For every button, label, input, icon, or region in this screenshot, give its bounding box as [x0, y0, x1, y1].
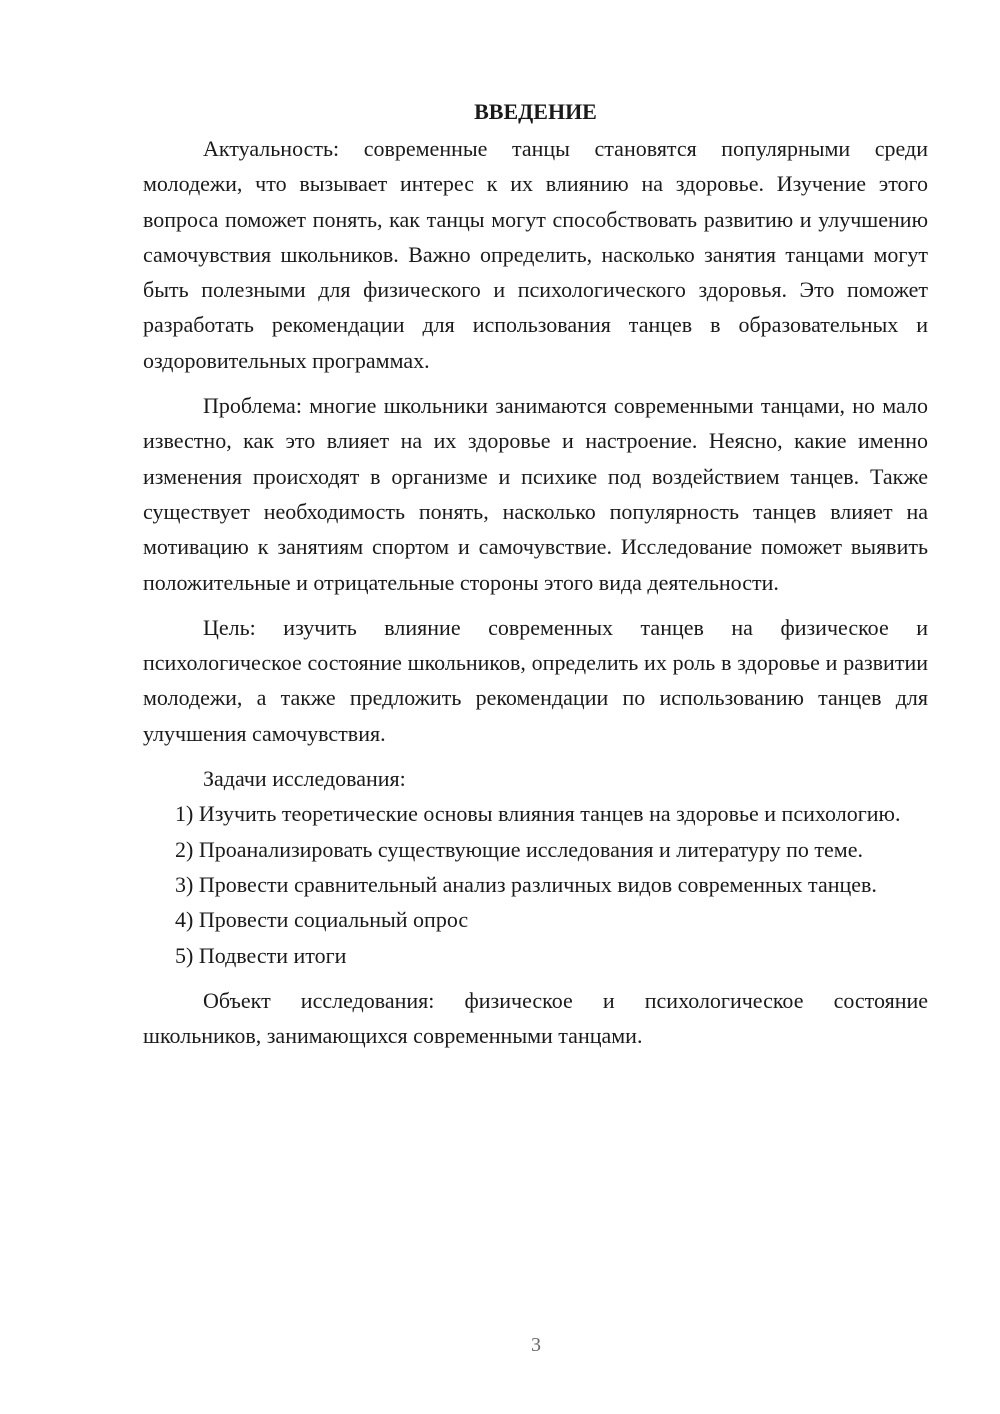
task-item: 5) Подвести итоги	[175, 942, 347, 968]
task-item: 2) Проанализировать существующие исследования и литературу по теме.	[175, 836, 863, 862]
problem-paragraph: Проблема: многие школьники занимаются современными танцами, но мало известно, как это влияет на их здоровье и настроение. Неясно, какие именно изменения происходят в организме и психике под воздействием танцев. Также существует необходимость понять, насколько популярность танцев влияет на мотивацию к занятиям спортом и самочувствие. Исследование поможет выявить положительные и отрицательные стороны этого вида деятельности.	[143, 393, 928, 595]
task-item: 1) Изучить теоретические основы влияния танцев на здоровье и психологию.	[175, 801, 901, 827]
page-number: 3	[531, 1334, 541, 1356]
object-paragraph: Объект исследования: физическое и психологическое состояние школьников, занимающихся современными танцами.	[143, 987, 928, 1049]
task-item: 4) Провести социальный опрос	[175, 907, 469, 933]
tasks-heading: Задачи исследования:	[203, 766, 406, 792]
goal-paragraph: Цель: изучить влияние современных танцев на физическое и психологическое состояние школьников, определить их роль в здоровье и развитии молодежи, а также предложить рекомендации по использованию танцев для улучшения самочувствия.	[143, 614, 928, 746]
task-item: 3) Провести сравнительный анализ различных видов современных танцев.	[175, 871, 877, 897]
page-title: ВВЕДЕНИЕ	[474, 99, 597, 124]
relevance-paragraph: Актуальность: современные танцы становятся популярными среди молодежи, что вызывает интерес к их влиянию на здоровье. Изучение этого вопроса поможет понять, как танцы могут способствовать развитию и улучшению самочувствия школьников. Важно определить, насколько занятия танцами могут быть полезными для физического и психологического здоровья. Это поможет разработать рекомендации для использования танцев в образовательных и оздоровительных программах.	[143, 136, 928, 373]
document-page	[143, 94, 928, 1053]
